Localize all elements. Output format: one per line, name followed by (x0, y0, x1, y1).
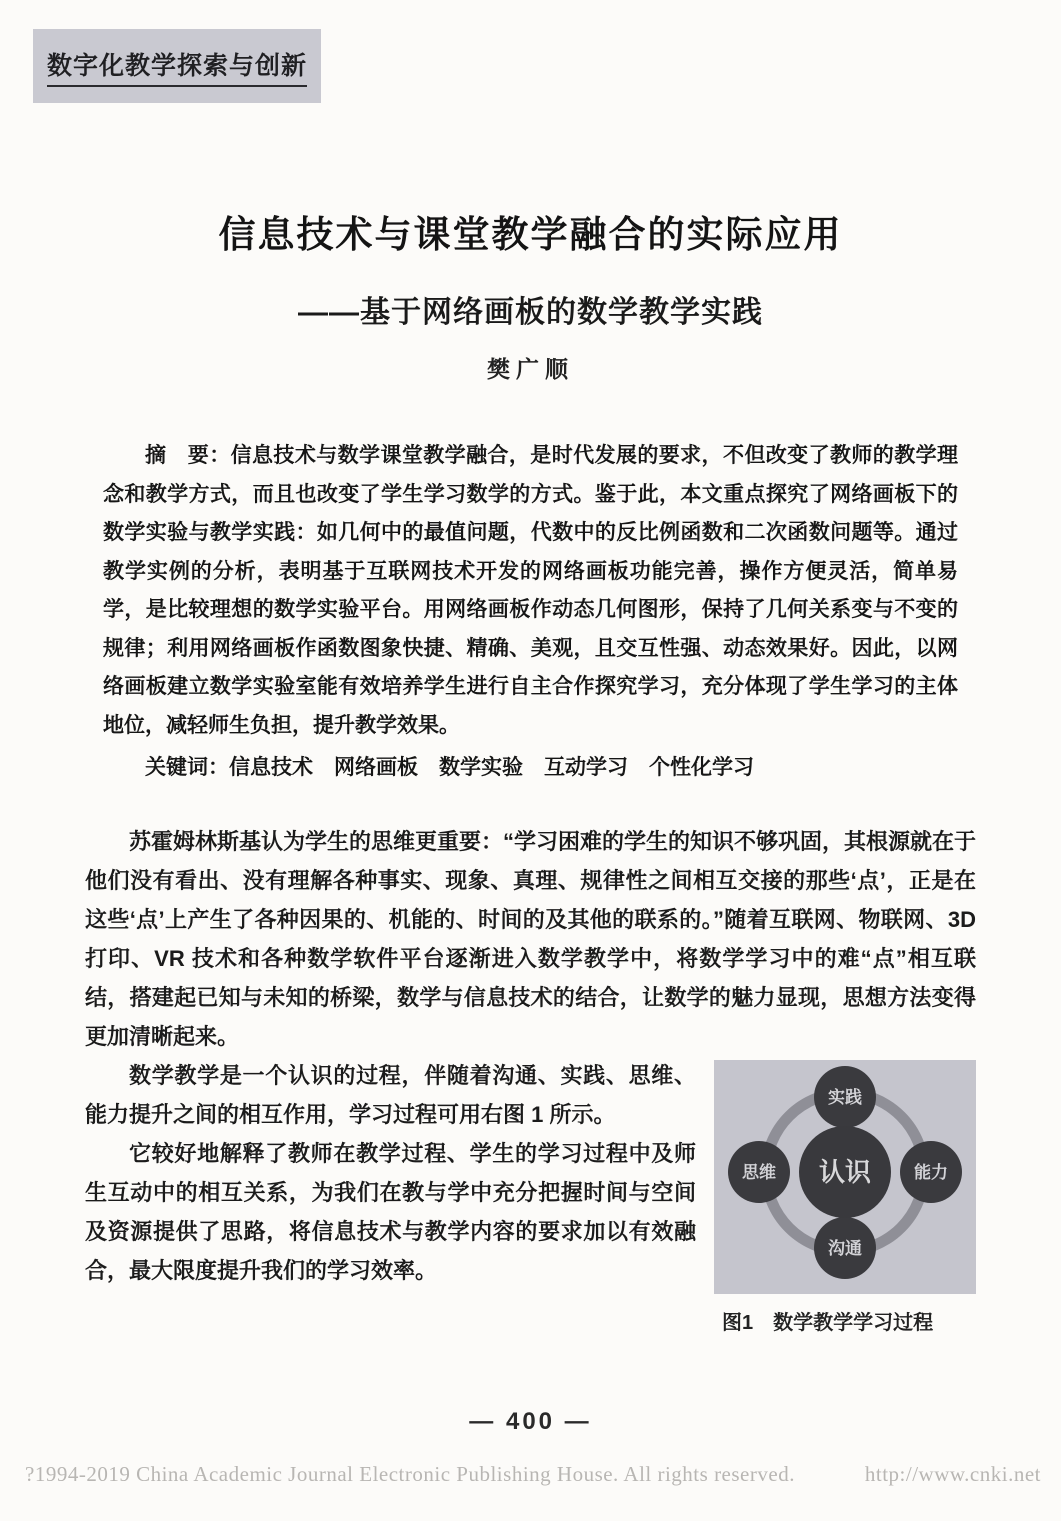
author-name: 樊广顺 (487, 356, 574, 382)
paragraph: 它较好地解释了教师在教学过程、学生的学习过程中及师生互动中的相互关系，为我们在教与学中充分把握时间与空间及资源提供了思路，将信息技术与教学内容的要求加以有效融合，最大限度提升我们的学习效率。 (85, 1141, 696, 1283)
footer-url: http://www.cnki.net (864, 1462, 1041, 1486)
node-communication-label: 沟通 (828, 1239, 862, 1258)
figure-diagram (714, 1060, 976, 1294)
paragraph: 苏霍姆林斯基认为学生的思维更重要：“学习困难的学生的知识不够巩固，其根源就在于他们没有看出、没有理解各种事实、现象、真理、规律性之间相互交接的那些‘点’，正是在这些‘点’上产生了各种因果的、机能的、时间的及其他的联系的。”随着互联网、物联网、3D 打印、VR 技术和各种数学软件平台逐渐进入数学教学中，将数学学习中的难“点”相互联结，搭建起已知与未知的桥梁，数学与信息技术的结合，让数学的魅力显现，思想方法变得更加清晰起来。 (85, 829, 976, 1049)
node-practice-label: 实践 (828, 1088, 862, 1107)
abstract-paragraph (103, 436, 958, 744)
node-cognition-label: 认识 (818, 1157, 872, 1187)
body-text (85, 822, 976, 1342)
paragraph: 数学教学是一个认识的过程，伴随着沟通、实践、思维、能力提升之间的相互作用，学习过程可用右图 1 所示。 (85, 1063, 696, 1127)
node-thinking-label: 思维 (742, 1163, 776, 1182)
keywords-text: 信息技术 网络画板 数学实验 互动学习 个性化学习 (229, 755, 754, 779)
keywords-line (103, 752, 958, 782)
figure-caption: 图1 数学教学学习过程 (722, 1312, 934, 1334)
keywords-label: 关键词： (145, 755, 229, 779)
footer (25, 1462, 1041, 1487)
category-label: 数字化教学探索与创新 (47, 46, 307, 87)
page-number: — 400 — (469, 1408, 592, 1435)
node-ability-label: 能力 (914, 1163, 948, 1182)
page-subtitle: ——基于网络画板的数学教学实践 (298, 296, 763, 329)
footer-copyright: ?1994-2019 China Academic Journal Electronic Publishing House. All rights reserved. (25, 1462, 795, 1486)
category-label-box (33, 29, 321, 103)
page-title: 信息技术与课堂教学融合的实际应用 (218, 214, 843, 255)
abstract-text: 信息技术与数学课堂教学融合，是时代发展的要求，不但改变了教师的教学理念和教学方式，而且也改变了学生学习数学的方式。鉴于此，本文重点探究了网络画板下的数学实验与教学实践：如几何中的最值问题，代数中的反比例函数和二次函数问题等。通过教学实例的分析，表明基于互联网技术开发的网络画板功能完善，操作方便灵活，简单易学，是比较理想的数学实验平台。用网络画板作动态几何图形，保持了几何关系变与不变的规律；利用网络画板作函数图象快捷、精确、美观，且交互性强、动态效果好。因此，以网络画板建立数学实验室能有效培养学生进行自主合作探究学习，充分体现了学生学习的主体地位，减轻师生负担，提升教学效果。 (103, 443, 959, 737)
abstract-label: 摘 要： (145, 443, 231, 467)
figure-1 (714, 1060, 976, 1336)
